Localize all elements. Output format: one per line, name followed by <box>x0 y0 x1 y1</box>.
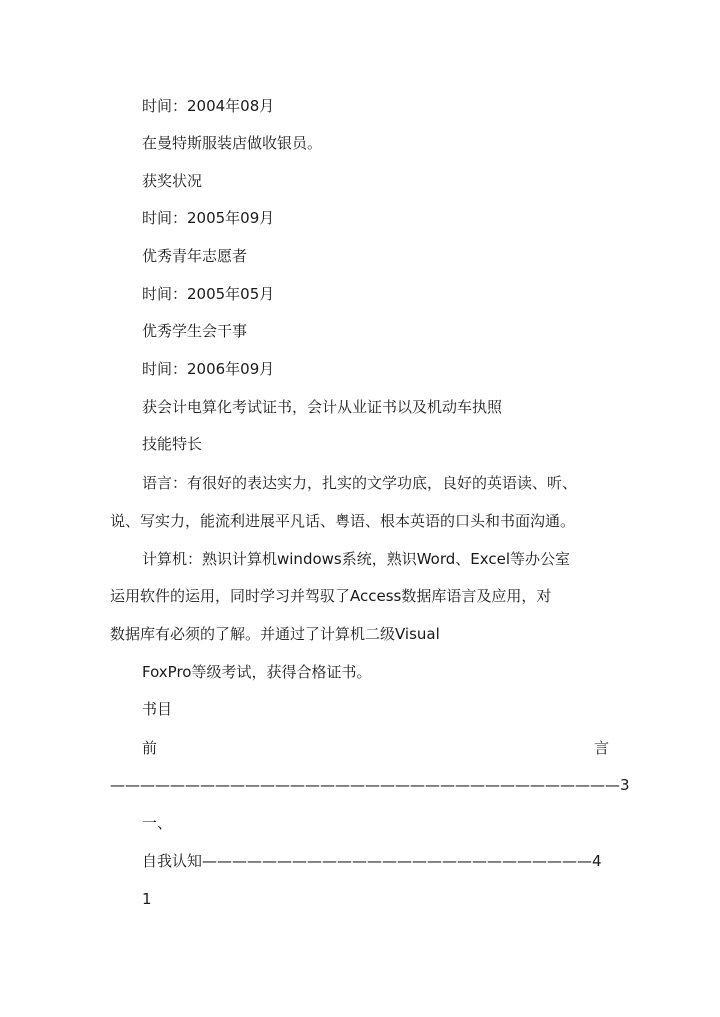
text-line: 时间：2006年09月 <box>142 360 275 378</box>
text-line: 获会计电算化考试证书，会计从业证书以及机动车执照 <box>142 398 503 416</box>
paragraph-line: FoxPro等级考试，获得合格证书。 <box>142 663 372 681</box>
paragraph-line: 运用软件的运用，同时学习并驾驭了Access数据库语言及应用，对 <box>110 587 552 605</box>
toc-preface-row <box>142 737 609 759</box>
text-line: 时间：2004年08月 <box>142 97 275 115</box>
toc-preface-leader: ——————————————————————————————————3 <box>110 776 630 794</box>
text-line: 优秀学生会干事 <box>142 322 248 340</box>
paragraph-line: 说、写实力，能流利进展平凡话、粤语、根本英语的口头和书面沟通。 <box>110 512 576 530</box>
paragraph-line: 语言：有很好的表达实力，扎实的文学功底，良好的英语读、听、 <box>142 474 578 492</box>
paragraph-line: 数据库有必须的了解。并通过了计算机二级Visual <box>110 625 440 643</box>
toc-preface-left: 前 <box>142 739 158 757</box>
toc-self-cognition: 自我认知——————————————————————————4 <box>142 852 602 870</box>
toc-title: 书目 <box>142 700 173 718</box>
section-heading-skills: 技能特长 <box>142 435 203 453</box>
section-heading-awards: 获奖状况 <box>142 172 203 190</box>
text-line: 时间：2005年05月 <box>142 285 275 303</box>
paragraph-line: 计算机：熟识计算机windows系统，熟识Word、Excel等办公室 <box>142 550 571 568</box>
toc-preface-right: 言 <box>593 739 609 757</box>
text-line: 时间：2005年09月 <box>142 209 275 227</box>
text-line: 优秀青年志愿者 <box>142 247 248 265</box>
text-line: 在曼特斯服装店做收银员。 <box>142 134 323 152</box>
page-number: 1 <box>142 890 152 908</box>
toc-section-one: 一、 <box>142 814 173 832</box>
